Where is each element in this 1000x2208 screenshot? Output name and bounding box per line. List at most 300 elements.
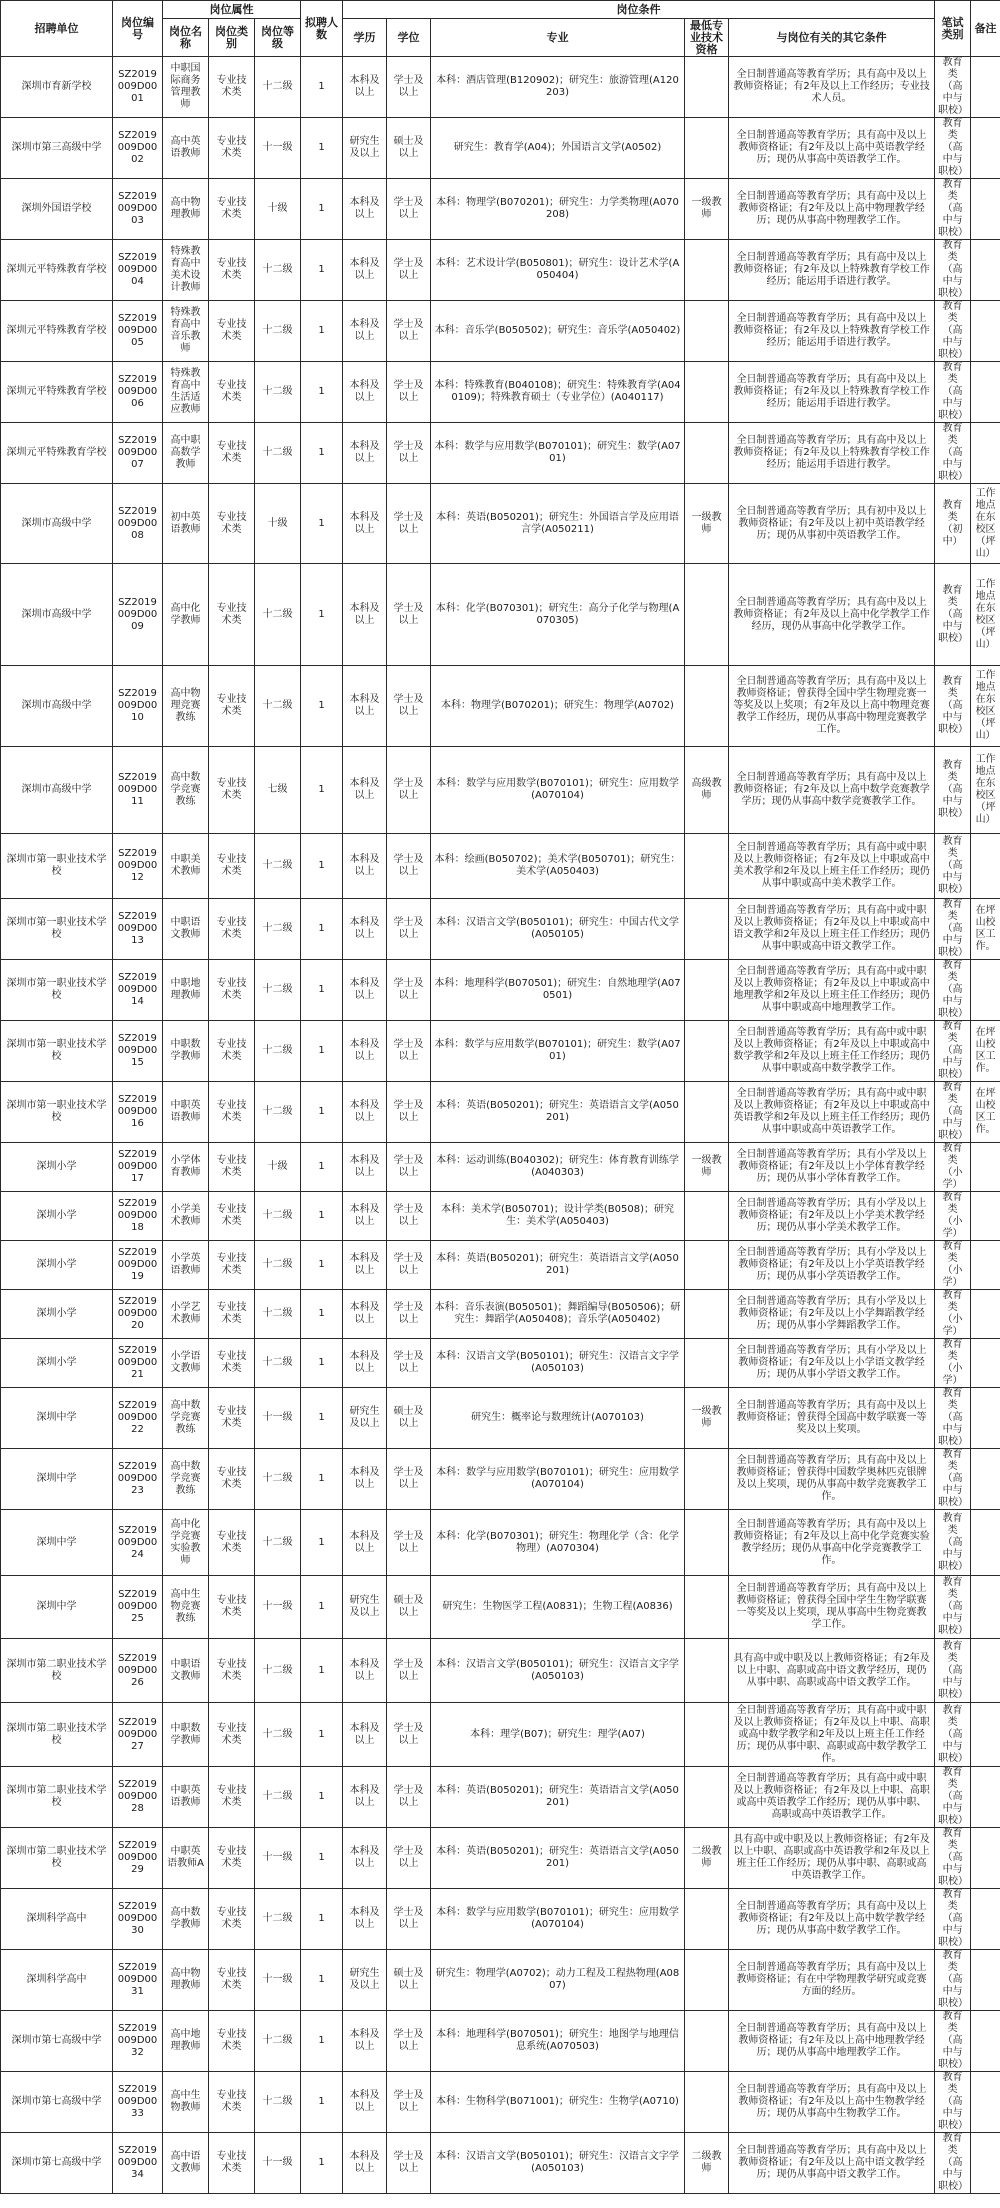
cell-other-requirements: 全日制普通高等教育学历；具有高中或中职及以上教师资格证；有2年及以上中职或高中数学教学和2年及以上班主任工作经历；现仍从事中职或高中数学教学工作。	[729, 1021, 935, 1082]
cell-major: 研究生：物理学(A0702)；动力工程及工程热物理(A0807)	[431, 1950, 685, 2011]
cell-other-requirements: 全日制普通高等教育学历；具有高中及以上教师资格证；有2年及以上高中语文教学经历；现仍从事高中语文教学工作。	[729, 2133, 935, 2194]
table-row	[1, 1510, 1000, 1576]
cell-education: 研究生及以上	[343, 1576, 387, 1639]
cell-position-name: 小学美术教师	[163, 1192, 209, 1241]
cell-major: 本科：理学(B07)；研究生：理学(A07)	[431, 1703, 685, 1767]
cell-degree: 学士及以上	[387, 1510, 431, 1576]
cell-unit: 深圳中学	[1, 1576, 113, 1639]
cell-min-title	[685, 240, 729, 301]
cell-position-level: 十一级	[255, 1576, 301, 1639]
cell-code: SZ2019009D0034	[113, 2133, 163, 2194]
table-row	[1, 484, 1000, 564]
cell-headcount: 1	[301, 1510, 343, 1576]
cell-position-level: 十二级	[255, 564, 301, 666]
header-exam: 笔试类别	[935, 1, 971, 57]
cell-exam-type: 教育类（高中与职校）	[935, 301, 971, 362]
cell-headcount: 1	[301, 301, 343, 362]
cell-headcount: 1	[301, 960, 343, 1021]
cell-headcount: 1	[301, 1576, 343, 1639]
cell-note: 工作地点在东校区（坪山）	[971, 666, 1000, 747]
cell-other-requirements: 全日制普通高等教育学历；具有高中或中职及以上教师资格证；有2年及以上中职、高职或高中数学教学和2年及以上班主任工作经历；现仍从事中职、高职或高中数学教学工作。	[729, 1703, 935, 1767]
cell-exam-type: 教育类（初中）	[935, 484, 971, 564]
cell-position-level: 十二级	[255, 960, 301, 1021]
cell-degree: 学士及以上	[387, 666, 431, 747]
cell-major: 本科：化学(B070301)；研究生：高分子化学与物理(A070305)	[431, 564, 685, 666]
cell-other-requirements: 全日制普通高等教育学历；具有小学及以上教师资格证；有2年及以上小学体育教学经历；现仍从事小学体育教学工作。	[729, 1143, 935, 1192]
cell-position-type: 专业技术类	[209, 2072, 255, 2133]
cell-position-level: 十二级	[255, 1703, 301, 1767]
cell-headcount: 1	[301, 899, 343, 960]
cell-note	[971, 834, 1000, 899]
cell-headcount: 1	[301, 179, 343, 240]
cell-headcount: 1	[301, 362, 343, 423]
cell-other-requirements: 全日制普通高等教育学历；具有高中及以上教师资格证；曾获得全国高中数学联赛一等奖及以上奖项。	[729, 1388, 935, 1449]
cell-min-title	[685, 564, 729, 666]
table-row	[1, 2011, 1000, 2072]
cell-code: SZ2019009D0008	[113, 484, 163, 564]
cell-exam-type: 教育类（高中与职校）	[935, 1576, 971, 1639]
cell-headcount: 1	[301, 1388, 343, 1449]
cell-degree: 学士及以上	[387, 484, 431, 564]
cell-code: SZ2019009D0018	[113, 1192, 163, 1241]
cell-code: SZ2019009D0005	[113, 301, 163, 362]
table-body	[1, 57, 1000, 2194]
cell-other-requirements: 具有高中或中职及以上教师资格证；有2年及以上中职、高职或高中语文教学经历，现仍从事中职、高职或高中语文教学工作。	[729, 1639, 935, 1703]
cell-major: 本科：汉语言文学(B050101)；研究生：汉语言文字学(A050103)	[431, 1639, 685, 1703]
cell-position-level: 十二级	[255, 2072, 301, 2133]
cell-min-title	[685, 834, 729, 899]
cell-unit: 深圳市第一职业技术学校	[1, 1021, 113, 1082]
cell-exam-type: 教育类（高中与职校）	[935, 666, 971, 747]
cell-other-requirements: 全日制普通高等教育学历；具有高中或中职及以上教师资格证；有2年及以上中职或高中美术教学和2年及以上班主任工作经历；现仍从事中职或高中美术教学工作。	[729, 834, 935, 899]
cell-degree: 硕士及以上	[387, 118, 431, 179]
cell-position-name: 高中数学竞赛教练	[163, 1449, 209, 1510]
cell-min-title	[685, 1639, 729, 1703]
cell-major: 本科：汉语言文学(B050101)；研究生：中国古代文学(A050105)	[431, 899, 685, 960]
table-row	[1, 240, 1000, 301]
cell-min-title	[685, 1950, 729, 2011]
cell-position-type: 专业技术类	[209, 1021, 255, 1082]
cell-unit: 深圳市第二职业技术学校	[1, 1767, 113, 1828]
table-row	[1, 1241, 1000, 1290]
cell-other-requirements: 全日制普通高等教育学历；具有高中及以上教师资格证；有2年及以上特殊教育学校工作经历；能运用手语进行教学。	[729, 423, 935, 484]
cell-exam-type: 教育类（高中与职校）	[935, 423, 971, 484]
cell-major: 研究生：教育学(A04)；外国语言文学(A0502)	[431, 118, 685, 179]
cell-position-level: 十二级	[255, 1339, 301, 1388]
cell-position-name: 中职英语教师A	[163, 1828, 209, 1889]
cell-exam-type: 教育类（高中与职校）	[935, 960, 971, 1021]
cell-education: 本科及以上	[343, 1290, 387, 1339]
cell-exam-type: 教育类（小学）	[935, 1290, 971, 1339]
cell-headcount: 1	[301, 1290, 343, 1339]
table-row	[1, 747, 1000, 834]
cell-note: 工作地点在东校区（坪山）	[971, 564, 1000, 666]
cell-position-level: 十一级	[255, 1950, 301, 2011]
cell-headcount: 1	[301, 1950, 343, 2011]
cell-code: SZ2019009D0019	[113, 1241, 163, 1290]
cell-major: 本科：汉语言文学(B050101)；研究生：汉语言文字学(A050103)	[431, 2133, 685, 2194]
cell-position-type: 专业技术类	[209, 1576, 255, 1639]
cell-degree: 学士及以上	[387, 1703, 431, 1767]
cell-position-type: 专业技术类	[209, 1082, 255, 1143]
cell-position-type: 专业技术类	[209, 1339, 255, 1388]
cell-unit: 深圳市第一职业技术学校	[1, 834, 113, 899]
cell-unit: 深圳小学	[1, 1241, 113, 1290]
cell-position-name: 中职地理教师	[163, 960, 209, 1021]
cell-major: 本科：化学(B070301)；研究生：物理化学（含：化学物理）(A070304)	[431, 1510, 685, 1576]
cell-exam-type: 教育类（高中与职校）	[935, 1021, 971, 1082]
cell-unit: 深圳市第三高级中学	[1, 118, 113, 179]
cell-other-requirements: 全日制普通高等教育学历；具有初中及以上教师资格证；有2年及以上初中英语教学经历；现仍从事初中英语教学工作。	[729, 484, 935, 564]
table-row	[1, 1828, 1000, 1889]
cell-code: SZ2019009D0027	[113, 1703, 163, 1767]
cell-education: 本科及以上	[343, 834, 387, 899]
header-name: 岗位名称	[163, 19, 209, 57]
cell-code: SZ2019009D0002	[113, 118, 163, 179]
cell-position-type: 专业技术类	[209, 1703, 255, 1767]
cell-exam-type: 教育类（高中与职校）	[935, 2133, 971, 2194]
cell-position-name: 高中英语教师	[163, 118, 209, 179]
cell-note	[971, 57, 1000, 118]
cell-position-type: 专业技术类	[209, 57, 255, 118]
cell-position-type: 专业技术类	[209, 1241, 255, 1290]
cell-min-title	[685, 1449, 729, 1510]
cell-min-title	[685, 1082, 729, 1143]
cell-exam-type: 教育类（小学）	[935, 1339, 971, 1388]
cell-note	[971, 1767, 1000, 1828]
cell-degree: 学士及以上	[387, 1082, 431, 1143]
cell-position-name: 初中英语教师	[163, 484, 209, 564]
cell-other-requirements: 全日制普通高等教育学历；具有高中及以上教师资格证；有2年及以上高中生物教学经历；现仍从事高中生物教学工作。	[729, 2072, 935, 2133]
cell-major: 本科：音乐表演(B050501)；舞蹈编导(B050506)；研究生：舞蹈学(A050408)；音乐学(A050402)	[431, 1290, 685, 1339]
cell-code: SZ2019009D0022	[113, 1388, 163, 1449]
cell-position-name: 中职英语教师	[163, 1767, 209, 1828]
cell-education: 本科及以上	[343, 1639, 387, 1703]
cell-min-title	[685, 362, 729, 423]
cell-position-name: 高中化学竞赛实验教师	[163, 1510, 209, 1576]
cell-other-requirements: 全日制普通高等教育学历；具有高中或中职及以上教师资格证；有2年及以上中职或高中地理教学和2年及以上班主任工作经历；现仍从事中职或高中地理教学工作。	[729, 960, 935, 1021]
cell-headcount: 1	[301, 2072, 343, 2133]
cell-headcount: 1	[301, 834, 343, 899]
cell-major: 本科：酒店管理(B120902)；研究生：旅游管理(A120203)	[431, 57, 685, 118]
cell-major: 本科：英语(B050201)；研究生：外国语言学及应用语言学(A050211)	[431, 484, 685, 564]
table-row	[1, 179, 1000, 240]
cell-position-name: 高中数学教师	[163, 1889, 209, 1950]
cell-position-type: 专业技术类	[209, 1950, 255, 2011]
cell-education: 本科及以上	[343, 301, 387, 362]
cell-degree: 学士及以上	[387, 747, 431, 834]
cell-degree: 学士及以上	[387, 899, 431, 960]
cell-major: 本科：运动训练(B040302)；研究生：体育教育训练学(A040303)	[431, 1143, 685, 1192]
cell-headcount: 1	[301, 1021, 343, 1082]
header-level: 岗位等级	[255, 19, 301, 57]
cell-education: 本科及以上	[343, 666, 387, 747]
cell-other-requirements: 全日制普通高等教育学历；具有小学及以上教师资格证；有2年及以上小学语文教学经历；现仍从事小学语文教学工作。	[729, 1339, 935, 1388]
cell-position-level: 十二级	[255, 423, 301, 484]
cell-position-type: 专业技术类	[209, 747, 255, 834]
cell-note	[971, 1192, 1000, 1241]
cell-education: 本科及以上	[343, 1143, 387, 1192]
cell-unit: 深圳市高级中学	[1, 747, 113, 834]
cell-note	[971, 2133, 1000, 2194]
table-row	[1, 1767, 1000, 1828]
cell-position-type: 专业技术类	[209, 1449, 255, 1510]
cell-position-level: 十二级	[255, 1021, 301, 1082]
cell-position-name: 中职数学教师	[163, 1021, 209, 1082]
header-edu: 学历	[343, 19, 387, 57]
cell-min-title	[685, 1576, 729, 1639]
cell-exam-type: 教育类（高中与职校）	[935, 834, 971, 899]
cell-position-name: 小学语文教师	[163, 1339, 209, 1388]
cell-exam-type: 教育类（高中与职校）	[935, 1889, 971, 1950]
cell-degree: 硕士及以上	[387, 1388, 431, 1449]
cell-major: 本科：艺术设计学(B050801)；研究生：设计艺术学(A050404)	[431, 240, 685, 301]
cell-unit: 深圳小学	[1, 1290, 113, 1339]
cell-position-name: 高中化学教师	[163, 564, 209, 666]
cell-position-type: 专业技术类	[209, 1767, 255, 1828]
table-row	[1, 564, 1000, 666]
cell-education: 本科及以上	[343, 2133, 387, 2194]
cell-headcount: 1	[301, 1241, 343, 1290]
cell-min-title: 二级教师	[685, 1828, 729, 1889]
cell-other-requirements: 全日制普通高等教育学历；具有高中及以上教师资格证；有2年及以上特殊教育学校工作经历；能运用手语进行教学。	[729, 240, 935, 301]
cell-headcount: 1	[301, 1339, 343, 1388]
cell-major: 本科：音乐学(B050502)；研究生：音乐学(A050402)	[431, 301, 685, 362]
cell-education: 本科及以上	[343, 1339, 387, 1388]
cell-unit: 深圳市育新学校	[1, 57, 113, 118]
cell-code: SZ2019009D0012	[113, 834, 163, 899]
cell-unit: 深圳市第二职业技术学校	[1, 1639, 113, 1703]
cell-other-requirements: 全日制普通高等教育学历；具有高中及以上教师资格证；有2年及以上特殊教育学校工作经历；能运用手语进行教学。	[729, 362, 935, 423]
cell-note	[971, 362, 1000, 423]
cell-note	[971, 301, 1000, 362]
cell-position-level: 十一级	[255, 118, 301, 179]
cell-other-requirements: 全日制普通高等教育学历；具有高中及以上教师资格证；有在中学物理教学研究或竞赛方面的经历。	[729, 1950, 935, 2011]
cell-unit: 深圳元平特殊教育学校	[1, 423, 113, 484]
cell-degree: 学士及以上	[387, 1192, 431, 1241]
header-num: 拟聘人数	[301, 1, 343, 57]
cell-unit: 深圳市第七高级中学	[1, 2133, 113, 2194]
cell-code: SZ2019009D0024	[113, 1510, 163, 1576]
cell-degree: 学士及以上	[387, 1889, 431, 1950]
cell-education: 本科及以上	[343, 484, 387, 564]
table-row	[1, 2133, 1000, 2194]
cell-other-requirements: 全日制普通高等教育学历；具有高中及以上教师资格证；有2年及以上高中地理教学经历；现仍从事高中地理教学工作。	[729, 2011, 935, 2072]
cell-exam-type: 教育类（高中与职校）	[935, 747, 971, 834]
cell-position-name: 小学艺术教师	[163, 1290, 209, 1339]
cell-degree: 学士及以上	[387, 1449, 431, 1510]
cell-position-type: 专业技术类	[209, 118, 255, 179]
cell-note	[971, 1950, 1000, 2011]
cell-major: 本科：地理科学(B070501)；研究生：自然地理学(A070501)	[431, 960, 685, 1021]
cell-major: 本科：英语(B050201)；研究生：英语语言文学(A050201)	[431, 1082, 685, 1143]
table-row	[1, 834, 1000, 899]
cell-position-level: 十二级	[255, 834, 301, 899]
cell-note: 工作地点在东校区（坪山）	[971, 747, 1000, 834]
table-row	[1, 423, 1000, 484]
cell-position-level: 十二级	[255, 1192, 301, 1241]
cell-position-name: 特殊教育高中美术设计教师	[163, 240, 209, 301]
cell-unit: 深圳元平特殊教育学校	[1, 240, 113, 301]
cell-degree: 学士及以上	[387, 240, 431, 301]
cell-major: 本科：绘画(B050702)；美术学(B050701)；研究生：美术学(A050403)	[431, 834, 685, 899]
cell-min-title	[685, 2072, 729, 2133]
cell-headcount: 1	[301, 118, 343, 179]
cell-note	[971, 1576, 1000, 1639]
cell-other-requirements: 全日制普通高等教育学历；具有高中或中职及以上教师资格证；有2年及以上中职或高中英语教学和2年及以上班主任工作经历；现仍从事中职或高中英语教学工作。	[729, 1082, 935, 1143]
cell-other-requirements: 全日制普通高等教育学历；具有高中及以上教师资格证；有2年及以上工作经历；专业技术人员。	[729, 57, 935, 118]
cell-major: 本科：英语(B050201)；研究生：英语语言文学(A050201)	[431, 1767, 685, 1828]
cell-position-level: 十二级	[255, 666, 301, 747]
cell-exam-type: 教育类（小学）	[935, 1143, 971, 1192]
cell-major: 本科：物理学(B070201)；研究生：物理学(A0702)	[431, 666, 685, 747]
cell-position-type: 专业技术类	[209, 1639, 255, 1703]
cell-exam-type: 教育类（高中与职校）	[935, 1950, 971, 2011]
cell-major: 本科：美术学(B050701)；设计学类(B0508)；研究生：美术学(A050403)	[431, 1192, 685, 1241]
cell-degree: 学士及以上	[387, 960, 431, 1021]
table-row	[1, 1192, 1000, 1241]
cell-exam-type: 教育类（高中与职校）	[935, 1703, 971, 1767]
cell-headcount: 1	[301, 1889, 343, 1950]
header-deg: 学位	[387, 19, 431, 57]
cell-note	[971, 1143, 1000, 1192]
cell-note	[971, 240, 1000, 301]
cell-position-name: 小学英语教师	[163, 1241, 209, 1290]
cell-position-type: 专业技术类	[209, 899, 255, 960]
table-row	[1, 1703, 1000, 1767]
cell-major: 本科：特殊教育(B040108)；研究生：特殊教育学(A040109)；特殊教育硕士（专业学位）(A040117)	[431, 362, 685, 423]
cell-position-type: 专业技术类	[209, 564, 255, 666]
cell-unit: 深圳外国语学校	[1, 179, 113, 240]
table-row	[1, 1082, 1000, 1143]
cell-code: SZ2019009D0009	[113, 564, 163, 666]
cell-min-title: 高级教师	[685, 747, 729, 834]
header-note: 备注	[971, 1, 1000, 57]
cell-min-title	[685, 1703, 729, 1767]
cell-code: SZ2019009D0020	[113, 1290, 163, 1339]
cell-headcount: 1	[301, 564, 343, 666]
cell-note	[971, 1639, 1000, 1703]
table-row	[1, 1449, 1000, 1510]
cell-headcount: 1	[301, 1192, 343, 1241]
cell-degree: 学士及以上	[387, 564, 431, 666]
cell-position-name: 高中职高数学教师	[163, 423, 209, 484]
cell-unit: 深圳市高级中学	[1, 666, 113, 747]
cell-other-requirements: 全日制普通高等教育学历；具有高中及以上教师资格证；有2年及以上高中英语教学经历；现仍从事高中英语教学工作。	[729, 118, 935, 179]
cell-code: SZ2019009D0032	[113, 2011, 163, 2072]
cell-degree: 学士及以上	[387, 1639, 431, 1703]
cell-major: 研究生：概率论与数理统计(A070103)	[431, 1388, 685, 1449]
cell-degree: 学士及以上	[387, 179, 431, 240]
cell-note	[971, 179, 1000, 240]
header-group-cond: 岗位条件	[343, 1, 935, 19]
cell-degree: 学士及以上	[387, 2133, 431, 2194]
cell-headcount: 1	[301, 2011, 343, 2072]
cell-education: 本科及以上	[343, 1703, 387, 1767]
cell-unit: 深圳科学高中	[1, 1950, 113, 2011]
cell-position-level: 十二级	[255, 362, 301, 423]
cell-other-requirements: 全日制普通高等教育学历；具有高中及以上教师资格证；曾获得中国数学奥林匹克银牌及以上奖项，现仍从事高中数学竞赛教学工作。	[729, 1449, 935, 1510]
cell-exam-type: 教育类（高中与职校）	[935, 564, 971, 666]
cell-note	[971, 1388, 1000, 1449]
cell-major: 本科：数学与应用数学(B070101)；研究生：数学(A0701)	[431, 1021, 685, 1082]
cell-note	[971, 960, 1000, 1021]
cell-major: 本科：汉语言文学(B050101)；研究生：汉语言文字学(A050103)	[431, 1339, 685, 1388]
cell-education: 研究生及以上	[343, 118, 387, 179]
cell-degree: 学士及以上	[387, 2011, 431, 2072]
cell-unit: 深圳元平特殊教育学校	[1, 362, 113, 423]
cell-note	[971, 1241, 1000, 1290]
cell-other-requirements: 全日制普通高等教育学历；具有高中及以上教师资格证；曾获得全国中学生生物学联赛一等奖及以上奖项，现从事高中生物竞赛教学工作。	[729, 1576, 935, 1639]
cell-education: 本科及以上	[343, 1192, 387, 1241]
cell-other-requirements: 全日制普通高等教育学历；具有高中及以上教师资格证；有2年及以上高中物理教学经历；现仍从事高中物理教学工作。	[729, 179, 935, 240]
header-other: 与岗位有关的其它条件	[729, 19, 935, 57]
cell-code: SZ2019009D0033	[113, 2072, 163, 2133]
cell-position-level: 十级	[255, 179, 301, 240]
cell-degree: 硕士及以上	[387, 1950, 431, 2011]
cell-min-title	[685, 1241, 729, 1290]
cell-other-requirements: 具有高中或中职及以上教师资格证；有2年及以上中职、高职或高中英语教学和2年及以上班主任工作经历；现仍从事中职、高职或高中英语教学工作。	[729, 1828, 935, 1889]
cell-other-requirements: 全日制普通高等教育学历；具有小学及以上教师资格证；有2年及以上小学美术教学经历；现仍从事小学美术教学工作。	[729, 1192, 935, 1241]
cell-min-title	[685, 301, 729, 362]
cell-other-requirements: 全日制普通高等教育学历；具有高中及以上教师资格证；有2年及以上特殊教育学校工作经历；能运用手语进行教学。	[729, 301, 935, 362]
cell-position-name: 高中物理竞赛教练	[163, 666, 209, 747]
cell-position-name: 高中物理教师	[163, 179, 209, 240]
cell-position-name: 特殊教育高中生活适应教师	[163, 362, 209, 423]
cell-exam-type: 教育类（高中与职校）	[935, 240, 971, 301]
cell-position-name: 中职英语教师	[163, 1082, 209, 1143]
cell-position-type: 专业技术类	[209, 666, 255, 747]
cell-position-name: 高中数学竞赛教练	[163, 1388, 209, 1449]
cell-position-type: 专业技术类	[209, 1192, 255, 1241]
cell-position-name: 高中生物竞赛教练	[163, 1576, 209, 1639]
cell-headcount: 1	[301, 2133, 343, 2194]
cell-position-level: 十二级	[255, 1290, 301, 1339]
table-row	[1, 899, 1000, 960]
cell-min-title	[685, 1192, 729, 1241]
cell-position-name: 中职语文教师	[163, 1639, 209, 1703]
cell-code: SZ2019009D0023	[113, 1449, 163, 1510]
cell-unit: 深圳市第七高级中学	[1, 2011, 113, 2072]
cell-other-requirements: 全日制普通高等教育学历；具有高中或中职及以上教师资格证；有2年及以上中职、高职或高中英语教学工作经历；现仍从事中职、高职或高中英语教学工作。	[729, 1767, 935, 1828]
header-major: 专业	[431, 19, 685, 57]
table-row	[1, 57, 1000, 118]
cell-position-name: 高中地理教师	[163, 2011, 209, 2072]
cell-unit: 深圳市第一职业技术学校	[1, 899, 113, 960]
cell-degree: 学士及以上	[387, 1339, 431, 1388]
cell-position-type: 专业技术类	[209, 240, 255, 301]
cell-min-title: 二级教师	[685, 2133, 729, 2194]
cell-note	[971, 1339, 1000, 1388]
cell-headcount: 1	[301, 240, 343, 301]
cell-position-name: 高中生物教师	[163, 2072, 209, 2133]
cell-unit: 深圳中学	[1, 1388, 113, 1449]
cell-headcount: 1	[301, 1639, 343, 1703]
cell-min-title	[685, 666, 729, 747]
cell-education: 本科及以上	[343, 1889, 387, 1950]
cell-unit: 深圳市第七高级中学	[1, 2072, 113, 2133]
table-row	[1, 1950, 1000, 2011]
cell-degree: 学士及以上	[387, 2072, 431, 2133]
cell-code: SZ2019009D0025	[113, 1576, 163, 1639]
cell-major: 本科：英语(B050201)；研究生：英语语言文学(A050201)	[431, 1828, 685, 1889]
cell-headcount: 1	[301, 666, 343, 747]
cell-unit: 深圳中学	[1, 1449, 113, 1510]
cell-position-level: 十二级	[255, 2011, 301, 2072]
cell-position-level: 十二级	[255, 1889, 301, 1950]
cell-exam-type: 教育类（小学）	[935, 1192, 971, 1241]
cell-degree: 学士及以上	[387, 301, 431, 362]
